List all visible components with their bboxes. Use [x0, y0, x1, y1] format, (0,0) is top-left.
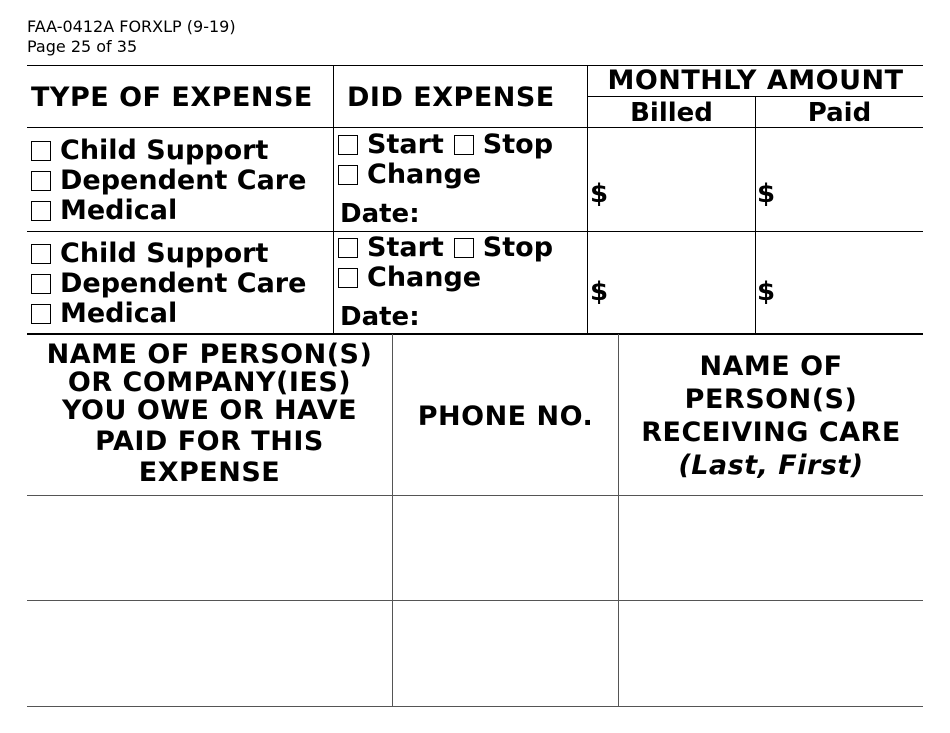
header-phone-no: PHONE NO. — [417, 401, 594, 432]
entry-receiving-row1[interactable] — [619, 496, 923, 600]
option-child-support[interactable]: Child Support — [27, 239, 306, 269]
table1-col-divider-3 — [755, 96, 756, 333]
option-start[interactable]: Start — [334, 233, 444, 263]
checkbox[interactable] — [454, 238, 474, 258]
option-change[interactable]: Change — [334, 160, 553, 190]
table2-bottom-border — [27, 706, 923, 707]
option-medical[interactable]: Medical — [27, 196, 306, 226]
header-paid: Paid — [807, 98, 872, 128]
checkbox[interactable] — [31, 244, 51, 264]
checkbox[interactable] — [454, 135, 474, 155]
checkbox[interactable] — [338, 268, 358, 288]
option-start[interactable]: Start — [334, 130, 444, 160]
option-dependent-care[interactable]: Dependent Care — [27, 166, 306, 196]
option-stop[interactable]: Stop — [450, 130, 553, 160]
option-medical[interactable]: Medical — [27, 299, 306, 329]
row2-date-label: Date: — [340, 302, 420, 332]
table1-row-divider — [27, 231, 923, 232]
row1-paid-currency[interactable]: $ — [757, 179, 776, 209]
option-child-support[interactable]: Child Support — [27, 136, 306, 166]
checkbox[interactable] — [338, 135, 358, 155]
checkbox[interactable] — [31, 201, 51, 221]
header-type-of-expense: TYPE OF EXPENSE — [31, 82, 313, 113]
header-billed: Billed — [630, 98, 713, 128]
row2-did-expense — [334, 233, 553, 293]
checkbox[interactable] — [338, 238, 358, 258]
entry-receiving-row2[interactable] — [619, 601, 923, 706]
row2-type-options — [27, 239, 306, 329]
row1-did-expense — [334, 130, 553, 190]
option-stop[interactable]: Stop — [450, 233, 553, 263]
checkbox[interactable] — [31, 171, 51, 191]
entry-name-row2[interactable] — [27, 601, 392, 706]
row1-type-options — [27, 136, 306, 226]
option-change[interactable]: Change — [334, 263, 553, 293]
entry-phone-row2[interactable] — [393, 601, 618, 706]
header-monthly-amount: MONTHLY AMOUNT — [607, 65, 904, 96]
header-did-expense: DID EXPENSE — [347, 82, 555, 113]
checkbox[interactable] — [338, 165, 358, 185]
entry-phone-row1[interactable] — [393, 496, 618, 600]
checkbox[interactable] — [31, 141, 51, 161]
row2-billed-currency[interactable]: $ — [590, 277, 609, 307]
header-name-of-persons-owed: NAME OF PERSON(S) OR COMPANY(IES) YOU OWE OR HAVE PAID FOR THIS EXPENSE — [46, 339, 373, 488]
option-dependent-care[interactable]: Dependent Care — [27, 269, 306, 299]
row1-date-label: Date: — [340, 199, 420, 229]
table1-bottom-border — [27, 333, 923, 335]
row2-paid-currency[interactable]: $ — [757, 277, 776, 307]
page-number: Page 25 of 35 — [27, 37, 138, 56]
checkbox[interactable] — [31, 274, 51, 294]
entry-name-row1[interactable] — [27, 496, 392, 600]
row1-billed-currency[interactable]: $ — [590, 179, 609, 209]
form-id: FAA-0412A FORXLP (9-19) — [27, 17, 236, 36]
checkbox[interactable] — [31, 304, 51, 324]
header-name-receiving-care: NAME OF PERSON(S) RECEIVING CARE (Last, First) — [641, 351, 901, 481]
